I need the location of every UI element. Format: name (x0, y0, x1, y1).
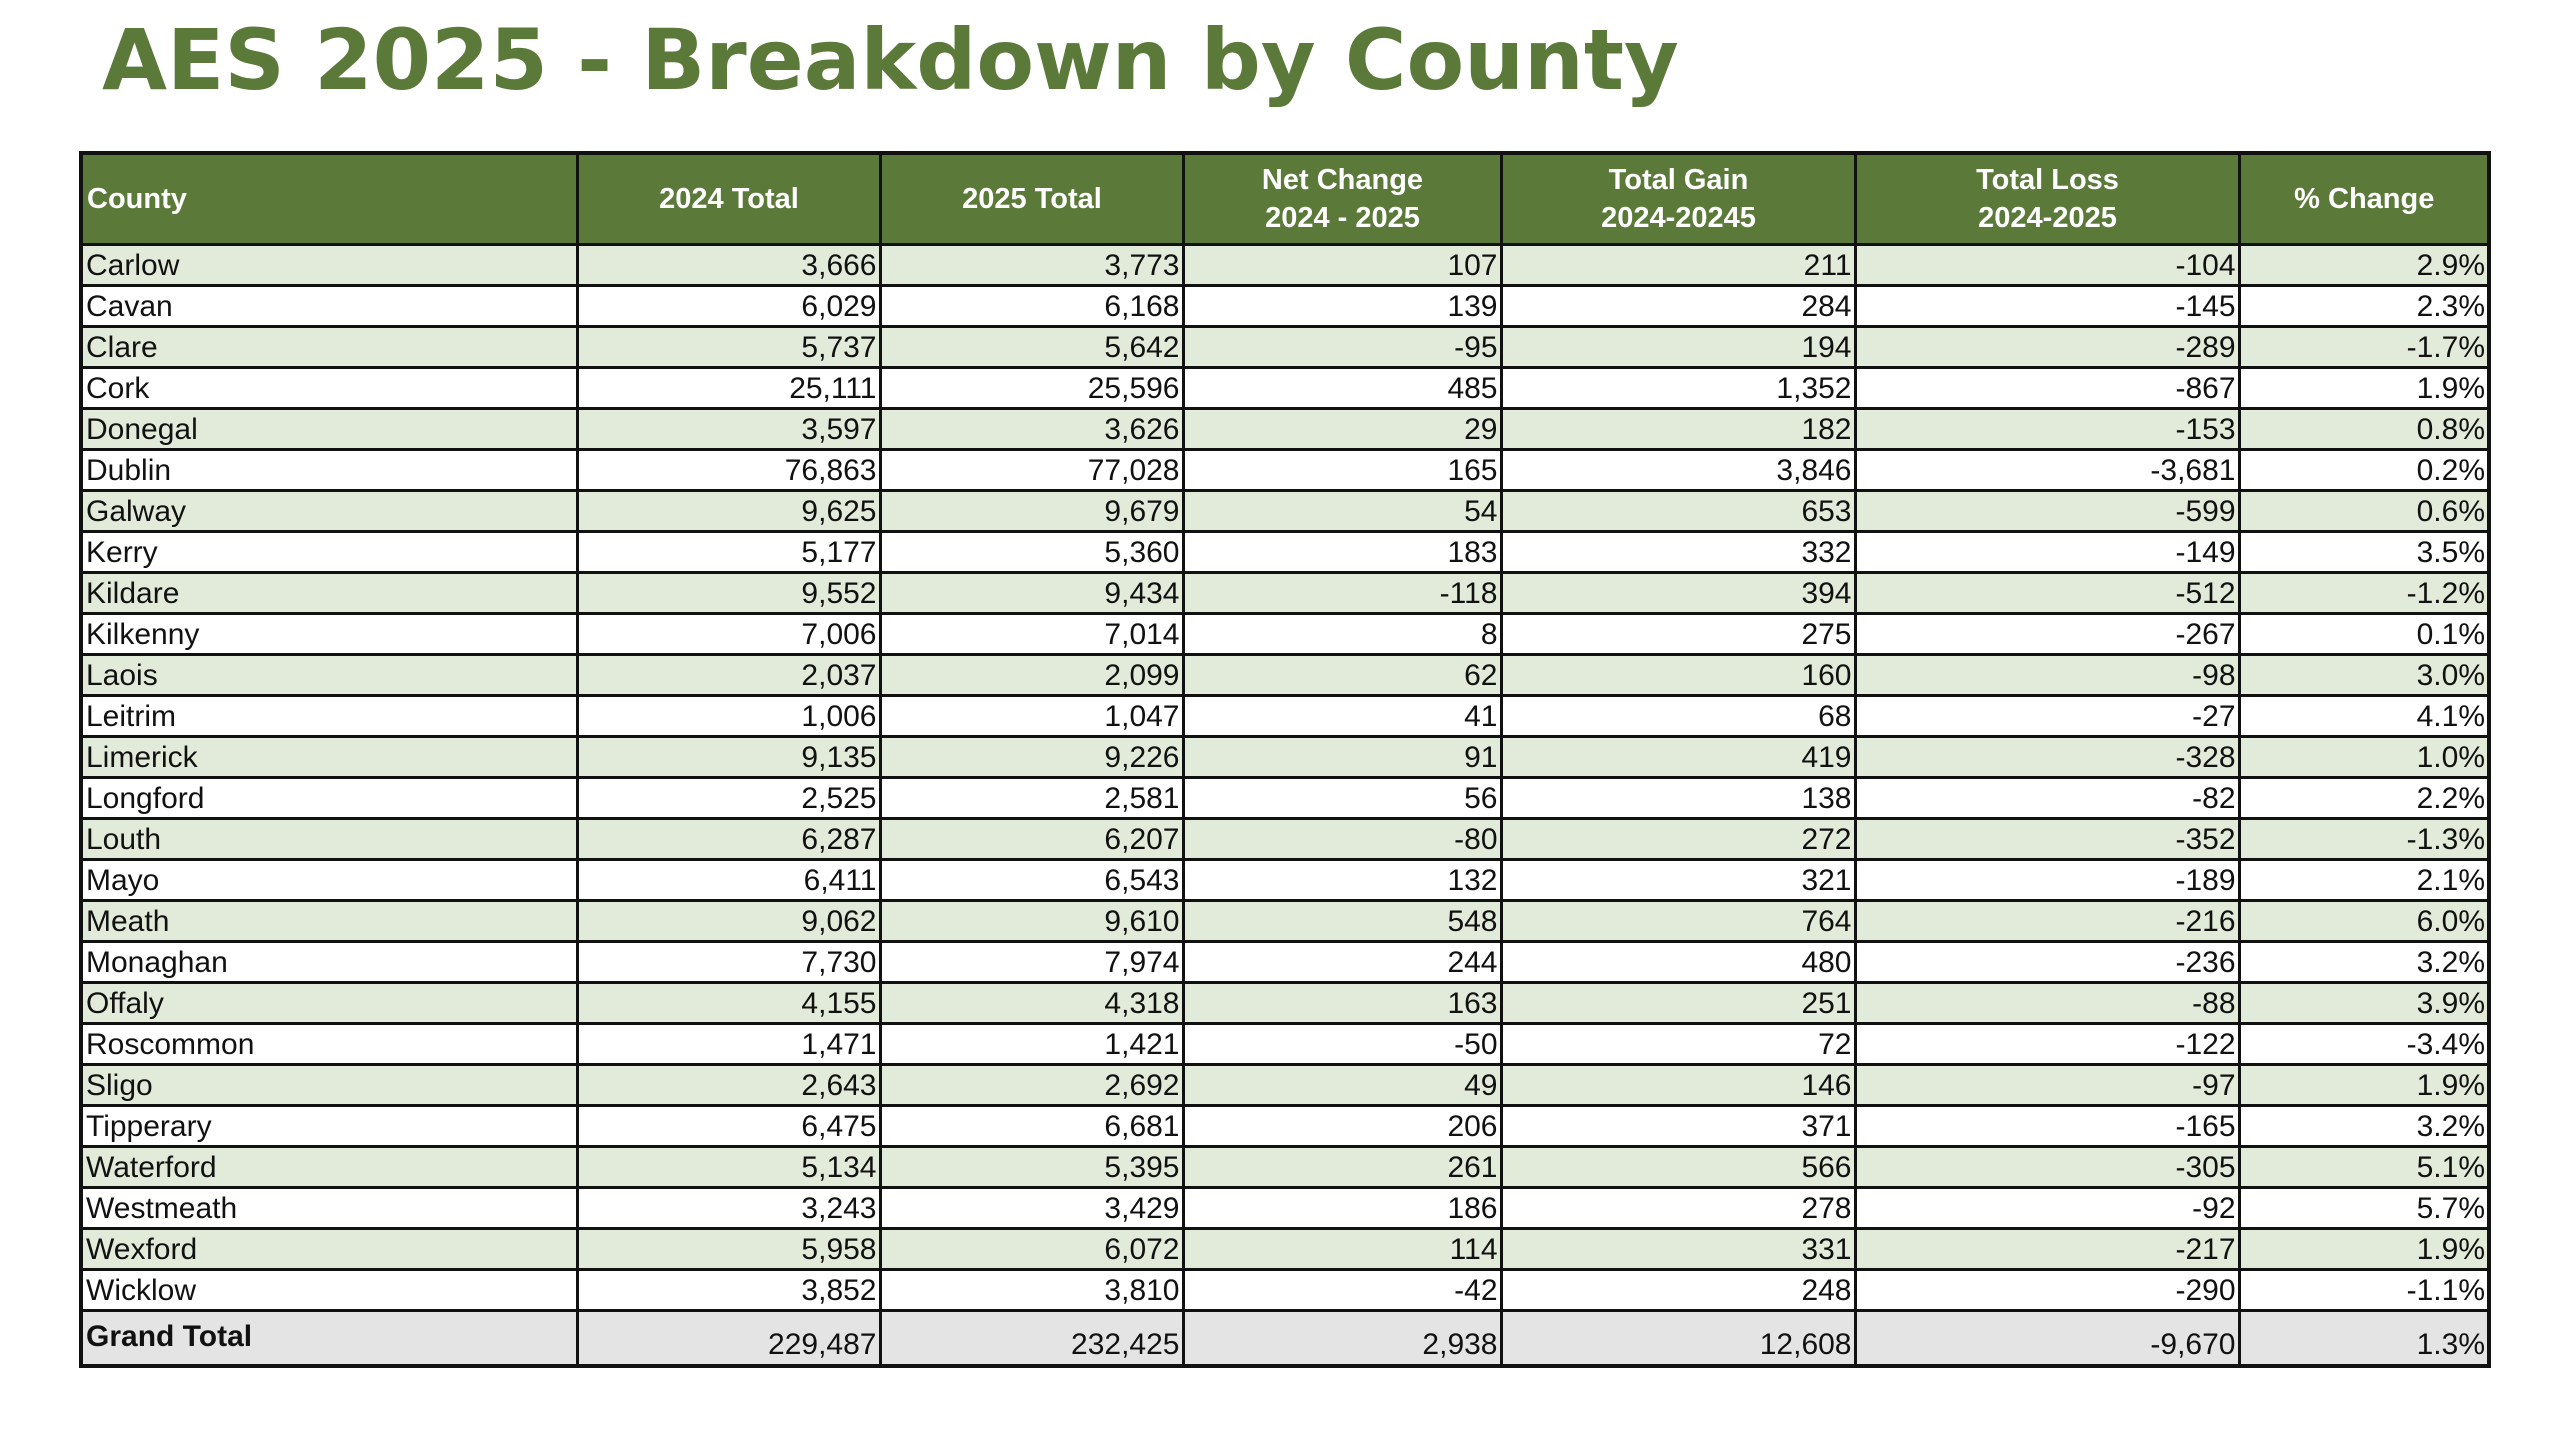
cell-2024-total: 5,177 (577, 532, 880, 573)
cell-total-gain: 160 (1501, 655, 1855, 696)
cell-2024-total: 3,666 (577, 245, 880, 286)
cell-net-change: 244 (1183, 942, 1501, 983)
cell-total-loss: -98 (1855, 655, 2239, 696)
cell-total-loss: -3,681 (1855, 450, 2239, 491)
table-row (81, 573, 2489, 614)
cell-2025-total: 6,168 (880, 286, 1183, 327)
cell-total-gain: 68 (1501, 696, 1855, 737)
header-total-gain[interactable] (1501, 153, 1855, 245)
cell-2025-total: 1,047 (880, 696, 1183, 737)
cell-2025-total: 2,692 (880, 1065, 1183, 1106)
cell-county: Mayo (81, 860, 577, 901)
table-row (81, 491, 2489, 532)
cell-2024-total: 3,243 (577, 1188, 880, 1229)
cell-2024-total: 3,852 (577, 1270, 880, 1311)
cell-total-gain: 419 (1501, 737, 1855, 778)
cell-county: Tipperary (81, 1106, 577, 1147)
table-row (81, 1270, 2489, 1311)
cell-2024-total: 7,006 (577, 614, 880, 655)
cell-pct-change: 0.8% (2239, 409, 2489, 450)
cell-2025-total: 6,072 (880, 1229, 1183, 1270)
cell-total-loss: -104 (1855, 245, 2239, 286)
cell-total-loss: -217 (1855, 1229, 2239, 1270)
cell-pct-change: 3.2% (2239, 1106, 2489, 1147)
cell-2025-total: 4,318 (880, 983, 1183, 1024)
cell-total-gain: 764 (1501, 901, 1855, 942)
cell-total-loss: -867 (1855, 368, 2239, 409)
table-row (81, 778, 2489, 819)
cell-2024-total: 5,737 (577, 327, 880, 368)
cell-2024-total: 1,006 (577, 696, 880, 737)
cell-net-change: 165 (1183, 450, 1501, 491)
cell-net-change: 186 (1183, 1188, 1501, 1229)
cell-2025-total: 9,679 (880, 491, 1183, 532)
cell-net-change: 29 (1183, 409, 1501, 450)
cell-net-change: 56 (1183, 778, 1501, 819)
cell-net-change: 114 (1183, 1229, 1501, 1270)
cell-pct-change: 3.5% (2239, 532, 2489, 573)
cell-pct-change: 0.1% (2239, 614, 2489, 655)
cell-pct-change: -3.4% (2239, 1024, 2489, 1065)
cell-total-gain: 248 (1501, 1270, 1855, 1311)
header-pct-change[interactable]: % Change (2239, 153, 2489, 245)
cell-county: Wicklow (81, 1270, 577, 1311)
cell-2025-total: 5,642 (880, 327, 1183, 368)
cell-2024-total: 9,625 (577, 491, 880, 532)
cell-total-gain: 331 (1501, 1229, 1855, 1270)
cell-net-change: 107 (1183, 245, 1501, 286)
cell-total-loss: -289 (1855, 327, 2239, 368)
cell-county: Sligo (81, 1065, 577, 1106)
cell-total-loss: -328 (1855, 737, 2239, 778)
table-row (81, 368, 2489, 409)
cell-total-gain: 275 (1501, 614, 1855, 655)
cell-county: Offaly (81, 983, 577, 1024)
cell-2025-total: 7,974 (880, 942, 1183, 983)
cell-county: Kildare (81, 573, 577, 614)
cell-pct-change: 2.3% (2239, 286, 2489, 327)
cell-2025-total: 6,681 (880, 1106, 1183, 1147)
cell-2025-total: 3,626 (880, 409, 1183, 450)
table-row (81, 819, 2489, 860)
cell-total-loss: -153 (1855, 409, 2239, 450)
cell-pct-change: 5.1% (2239, 1147, 2489, 1188)
cell-pct-change: 1.0% (2239, 737, 2489, 778)
cell-total-gain: 72 (1501, 1024, 1855, 1065)
cell-total-gain: 251 (1501, 983, 1855, 1024)
grand-total-pct-change: 1.3% (2239, 1311, 2489, 1367)
cell-total-loss: -216 (1855, 901, 2239, 942)
cell-pct-change: 0.2% (2239, 450, 2489, 491)
cell-net-change: 49 (1183, 1065, 1501, 1106)
cell-net-change: 206 (1183, 1106, 1501, 1147)
header-net-change[interactable] (1183, 153, 1501, 245)
page-title: AES 2025 - Breakdown by County (102, 11, 1679, 109)
table-row (81, 614, 2489, 655)
cell-2025-total: 3,773 (880, 245, 1183, 286)
cell-total-gain: 653 (1501, 491, 1855, 532)
table-row (81, 860, 2489, 901)
cell-2025-total: 6,543 (880, 860, 1183, 901)
cell-total-gain: 394 (1501, 573, 1855, 614)
cell-2025-total: 9,434 (880, 573, 1183, 614)
cell-total-gain: 3,846 (1501, 450, 1855, 491)
grand-total-2024: 229,487 (577, 1311, 880, 1367)
cell-pct-change: 2.1% (2239, 860, 2489, 901)
cell-county: Kerry (81, 532, 577, 573)
cell-net-change: 163 (1183, 983, 1501, 1024)
cell-county: Monaghan (81, 942, 577, 983)
cell-total-loss: -122 (1855, 1024, 2239, 1065)
table-row (81, 737, 2489, 778)
cell-county: Dublin (81, 450, 577, 491)
cell-2024-total: 7,730 (577, 942, 880, 983)
cell-2025-total: 9,226 (880, 737, 1183, 778)
cell-total-loss: -599 (1855, 491, 2239, 532)
cell-net-change: -95 (1183, 327, 1501, 368)
cell-county: Westmeath (81, 1188, 577, 1229)
cell-total-gain: 146 (1501, 1065, 1855, 1106)
cell-2024-total: 6,411 (577, 860, 880, 901)
cell-total-loss: -82 (1855, 778, 2239, 819)
cell-county: Louth (81, 819, 577, 860)
cell-2025-total: 5,360 (880, 532, 1183, 573)
table-row (81, 655, 2489, 696)
cell-total-loss: -97 (1855, 1065, 2239, 1106)
header-2024-total[interactable]: 2024 Total (577, 153, 880, 245)
cell-pct-change: 1.9% (2239, 1229, 2489, 1270)
cell-net-change: -118 (1183, 573, 1501, 614)
cell-pct-change: 2.2% (2239, 778, 2489, 819)
cell-total-gain: 1,352 (1501, 368, 1855, 409)
cell-pct-change: 5.7% (2239, 1188, 2489, 1229)
grand-total-2025: 232,425 (880, 1311, 1183, 1367)
table-row (81, 942, 2489, 983)
cell-pct-change: -1.7% (2239, 327, 2489, 368)
cell-total-gain: 138 (1501, 778, 1855, 819)
cell-total-loss: -149 (1855, 532, 2239, 573)
cell-pct-change: 0.6% (2239, 491, 2489, 532)
cell-pct-change: 2.9% (2239, 245, 2489, 286)
cell-county: Leitrim (81, 696, 577, 737)
cell-net-change: 183 (1183, 532, 1501, 573)
table-row (81, 286, 2489, 327)
cell-total-loss: -305 (1855, 1147, 2239, 1188)
cell-total-gain: 321 (1501, 860, 1855, 901)
header-net-change-line1: Net Change (1261, 164, 1424, 196)
table-row (81, 1229, 2489, 1270)
cell-pct-change: 3.2% (2239, 942, 2489, 983)
cell-total-loss: -236 (1855, 942, 2239, 983)
header-row (81, 153, 2489, 245)
header-total-gain-line2: 2024-20245 (1601, 202, 1756, 234)
header-total-loss[interactable] (1855, 153, 2239, 245)
cell-2024-total: 6,287 (577, 819, 880, 860)
cell-county: Kilkenny (81, 614, 577, 655)
cell-county: Limerick (81, 737, 577, 778)
cell-total-loss: -512 (1855, 573, 2239, 614)
cell-2024-total: 1,471 (577, 1024, 880, 1065)
cell-county: Cork (81, 368, 577, 409)
cell-county: Laois (81, 655, 577, 696)
grand-total-net-change: 2,938 (1183, 1311, 1501, 1367)
cell-net-change: 139 (1183, 286, 1501, 327)
cell-net-change: 132 (1183, 860, 1501, 901)
cell-county: Clare (81, 327, 577, 368)
cell-total-gain: 566 (1501, 1147, 1855, 1188)
cell-total-loss: -145 (1855, 286, 2239, 327)
cell-2024-total: 76,863 (577, 450, 880, 491)
cell-county: Longford (81, 778, 577, 819)
cell-pct-change: 3.0% (2239, 655, 2489, 696)
cell-total-loss: -92 (1855, 1188, 2239, 1229)
cell-total-gain: 332 (1501, 532, 1855, 573)
cell-2024-total: 25,111 (577, 368, 880, 409)
table-row (81, 1106, 2489, 1147)
cell-2025-total: 25,596 (880, 368, 1183, 409)
cell-2025-total: 6,207 (880, 819, 1183, 860)
cell-2025-total: 2,099 (880, 655, 1183, 696)
grand-total-loss: -9,670 (1855, 1311, 2239, 1367)
table-row (81, 450, 2489, 491)
cell-net-change: 91 (1183, 737, 1501, 778)
cell-2025-total: 5,395 (880, 1147, 1183, 1188)
cell-county: Roscommon (81, 1024, 577, 1065)
header-total-loss-line1: Total Loss (1976, 164, 2119, 196)
cell-pct-change: 6.0% (2239, 901, 2489, 942)
cell-2025-total: 1,421 (880, 1024, 1183, 1065)
cell-2024-total: 5,958 (577, 1229, 880, 1270)
cell-total-gain: 480 (1501, 942, 1855, 983)
cell-net-change: 548 (1183, 901, 1501, 942)
table-row (81, 1024, 2489, 1065)
cell-county: Donegal (81, 409, 577, 450)
cell-pct-change: 1.9% (2239, 368, 2489, 409)
table-row (81, 901, 2489, 942)
table-row (81, 1188, 2489, 1229)
cell-2025-total: 2,581 (880, 778, 1183, 819)
header-total-loss-line2: 2024-2025 (1978, 202, 2117, 234)
cell-2025-total: 7,014 (880, 614, 1183, 655)
cell-pct-change: -1.3% (2239, 819, 2489, 860)
cell-county: Meath (81, 901, 577, 942)
cell-2024-total: 2,525 (577, 778, 880, 819)
grand-total-row (81, 1311, 2489, 1367)
table-body (81, 245, 2489, 1311)
cell-county: Cavan (81, 286, 577, 327)
cell-county: Wexford (81, 1229, 577, 1270)
cell-2024-total: 6,029 (577, 286, 880, 327)
cell-2024-total: 3,597 (577, 409, 880, 450)
cell-net-change: 62 (1183, 655, 1501, 696)
table-row (81, 245, 2489, 286)
cell-2025-total: 9,610 (880, 901, 1183, 942)
cell-2024-total: 2,037 (577, 655, 880, 696)
table-row (81, 1065, 2489, 1106)
cell-2024-total: 4,155 (577, 983, 880, 1024)
cell-county: Galway (81, 491, 577, 532)
cell-net-change: 41 (1183, 696, 1501, 737)
header-net-change-line2: 2024 - 2025 (1265, 202, 1420, 234)
cell-2024-total: 9,062 (577, 901, 880, 942)
cell-2024-total: 6,475 (577, 1106, 880, 1147)
cell-pct-change: -1.2% (2239, 573, 2489, 614)
cell-total-gain: 371 (1501, 1106, 1855, 1147)
table-row (81, 327, 2489, 368)
cell-net-change: 485 (1183, 368, 1501, 409)
grand-total-gain: 12,608 (1501, 1311, 1855, 1367)
table-row (81, 983, 2489, 1024)
cell-2025-total: 3,429 (880, 1188, 1183, 1229)
grand-total-label: Grand Total (81, 1311, 577, 1367)
cell-2024-total: 9,135 (577, 737, 880, 778)
cell-net-change: -80 (1183, 819, 1501, 860)
table-row (81, 532, 2489, 573)
cell-2024-total: 2,643 (577, 1065, 880, 1106)
cell-net-change: -42 (1183, 1270, 1501, 1311)
cell-net-change: -50 (1183, 1024, 1501, 1065)
cell-net-change: 261 (1183, 1147, 1501, 1188)
cell-total-gain: 284 (1501, 286, 1855, 327)
county-breakdown-table (79, 151, 2491, 1368)
cell-pct-change: -1.1% (2239, 1270, 2489, 1311)
cell-total-loss: -27 (1855, 696, 2239, 737)
cell-pct-change: 3.9% (2239, 983, 2489, 1024)
cell-total-loss: -352 (1855, 819, 2239, 860)
table-row (81, 1147, 2489, 1188)
cell-total-gain: 272 (1501, 819, 1855, 860)
cell-2024-total: 5,134 (577, 1147, 880, 1188)
cell-total-gain: 211 (1501, 245, 1855, 286)
cell-net-change: 54 (1183, 491, 1501, 532)
cell-2025-total: 3,810 (880, 1270, 1183, 1311)
cell-pct-change: 1.9% (2239, 1065, 2489, 1106)
header-county[interactable]: County (81, 153, 577, 245)
cell-total-loss: -88 (1855, 983, 2239, 1024)
cell-total-gain: 278 (1501, 1188, 1855, 1229)
header-2025-total[interactable]: 2025 Total (880, 153, 1183, 245)
cell-2025-total: 77,028 (880, 450, 1183, 491)
cell-net-change: 8 (1183, 614, 1501, 655)
cell-total-gain: 182 (1501, 409, 1855, 450)
cell-county: Waterford (81, 1147, 577, 1188)
cell-total-gain: 194 (1501, 327, 1855, 368)
header-total-gain-line1: Total Gain (1608, 164, 1749, 196)
cell-county: Carlow (81, 245, 577, 286)
cell-pct-change: 4.1% (2239, 696, 2489, 737)
table-row (81, 696, 2489, 737)
cell-total-loss: -267 (1855, 614, 2239, 655)
cell-total-loss: -165 (1855, 1106, 2239, 1147)
cell-total-loss: -189 (1855, 860, 2239, 901)
cell-total-loss: -290 (1855, 1270, 2239, 1311)
cell-2024-total: 9,552 (577, 573, 880, 614)
table-row (81, 409, 2489, 450)
